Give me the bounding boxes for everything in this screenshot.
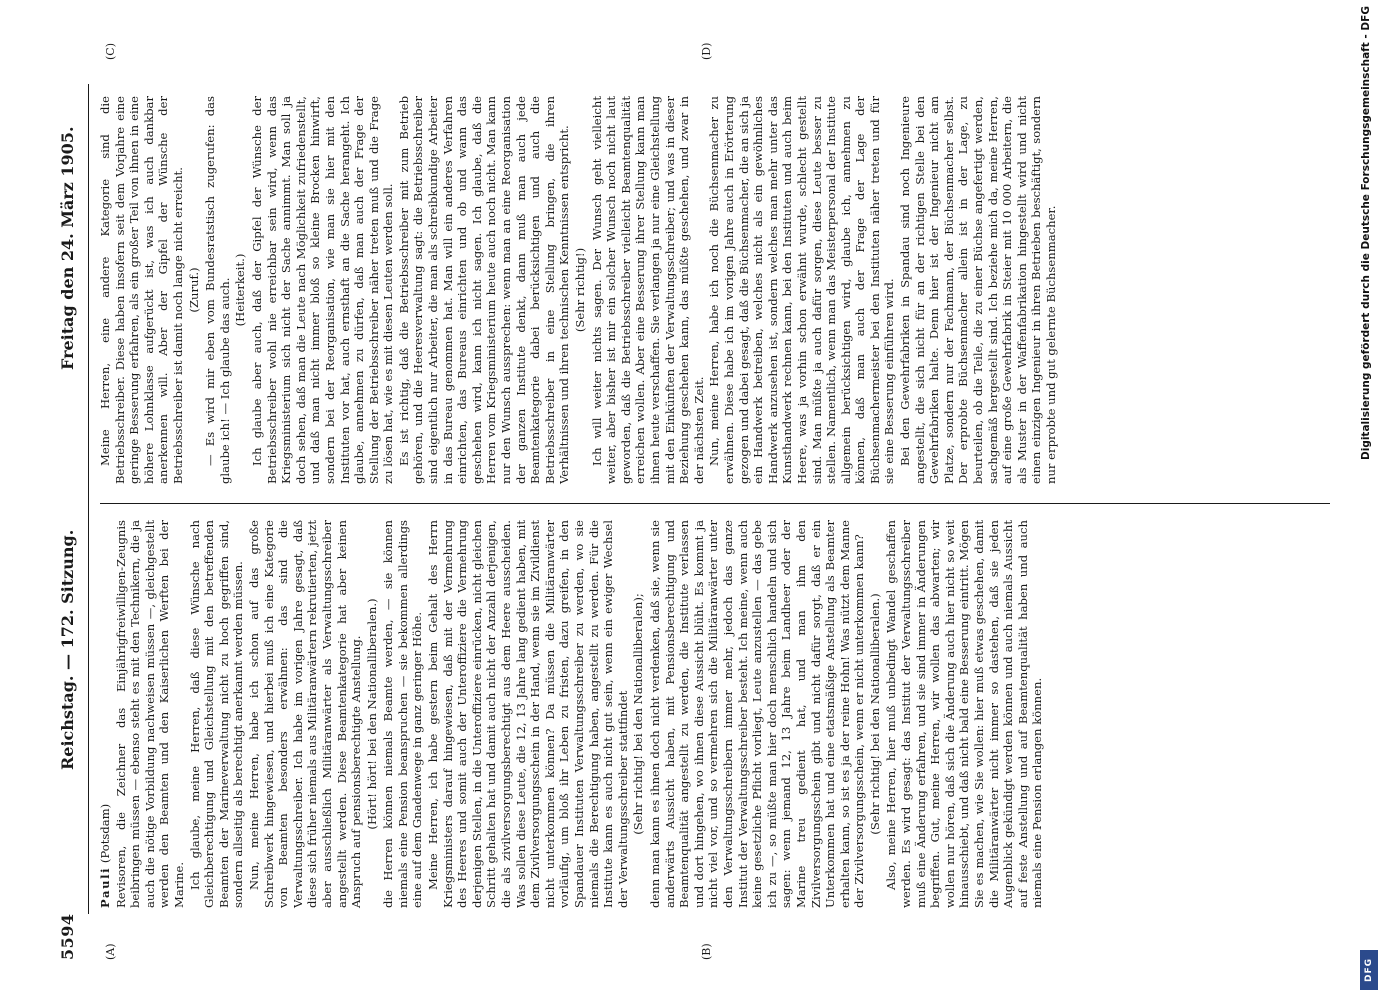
paragraph: Ich will weiter nichts sagen. Der Wunsch geht vielleicht weiter, aber bisher ist mir ein solcher Wunsch noch nicht laut geworden, daß die Betriebsschreiber vielleicht Beamtenqualität erreichen wollen. Aber eine Besserung ihrer Stellung kann man ihnen heute verschaffen. Sie verlangen ja nur eine Gleichstellung mit den Einkünften der Verwaltungsschreiber; und was in dieser Beziehung geschehen kann, das müßte geschehen, und zwar in der nächsten Zeit. bbox=[589, 96, 706, 484]
interjection: (Hört! hört! bei den Nationalliberalen.) bbox=[364, 598, 379, 830]
paragraph: Nun, meine Herren, habe ich schon auf das große Schreibwerk hingewiesen, und hierbei muß ich eine Kategorie von Beamten besonders erwähnen: das sind die Verwaltungsschreiber. Ich habe im vorigen Jahre gesagt, daß diese sich früher niemals aus Militäranwärtern rekrutierten, jetzt aber ausschließlich Militäranwärter als Verwaltungsschreiber angestellt werden. Diese Beamtenkategorie hat aber keinen Anspruch auf pensionsberechtigte Anstellung. bbox=[246, 520, 364, 908]
session-date: Freitag den 24. März 1905. bbox=[58, 126, 77, 370]
margin-marker-a: (A) bbox=[104, 943, 117, 960]
paragraph: Revisoren, die Zeichner das Einjährigfreiwilligen-Zeugnis beibringen müssen — ebenso steht es mit den Technikern, die ja auch die nötige Vorbildung nachweisen müssen —, gleichgestellt werden den Beamten und den Kaiserlichen Werften bei der Marine. bbox=[113, 520, 186, 908]
page-number: 5594 bbox=[58, 913, 77, 960]
interjection: (Sehr richtig! bei den Nationalliberalen.) bbox=[867, 593, 882, 835]
column-divider bbox=[100, 503, 1330, 504]
paragraph: Meine Herren, ich habe gestern beim Gehalt des Herrn Kriegsministers darauf hingewiesen, daß mit der Vermehrung des Heeres und somit auch der Unteroffiziere die Vermehrung derjenigen Stellen, in die Unteroffiziere einrücken, nicht gleichen Schritt gehalten hat und damit auch nicht der Anzahl derjenigen, die als zivilversorgungsberechtigt aus dem Heere ausscheiden. Was sollen diese Leute, die 12, 13 Jahre lang gedient haben, mit dem Zivilversorgungsschein in der Hand, wenn sie im Zivildienst nicht unterkommen können? Da müssen die Militäranwärter vorläufig, um bloß ihr Leben zu fristen, dazu greifen, in den Spandauer Instituten Verwaltungsschreiber zu werden, wo sie niemals die Berechtigung haben, angestellt zu werden. Für die Institute kann es auch nicht gut sein, wenn ein ewiger Wechsel der Verwaltungsschreiber stattfindet bbox=[426, 520, 630, 908]
paragraph: — Es wird mir eben vom Bundesratstisch zugerufen: das glaube ich! — Ich glaube das auch. bbox=[203, 96, 232, 484]
left-column bbox=[98, 520, 1046, 908]
paragraph: Also, meine Herren, hier muß unbedingt Wandel geschaffen werden. Es wird gesagt: das Institut der Verwaltungsschreiber muß eine Änderung erfahren, und sie sind immer in Änderungen begriffen. Gut, meine Herren, wir wollen das abwarten; wir wollen nur hören, daß sich die Änderung auch hier nicht so weit hinausschiebt, und daß nicht bald eine Besserung eintritt. Mögen Sie es machen, wie Sie wollen: hier muß etwas geschehen, damit die Militäranwärter nicht immer so dastehen, daß sie jeden Augenblick gekündigt werden können und auch niemals Aussicht auf feste Anstellung und auf Beamtenqualität haben und auch niemals eine Pension erlangen können. bbox=[884, 520, 1045, 908]
dfg-credit: Digitalisierung gefördert durch die Deutsche Forschungsgemeinschaft - DFG bbox=[1360, 6, 1372, 460]
interjection: (Sehr richtig! bei den Nationalliberalen); bbox=[631, 593, 646, 835]
margin-marker-b: (B) bbox=[700, 943, 713, 960]
interjection: (Zuruf.) bbox=[186, 267, 201, 313]
paragraph: Meine Herren, eine andere Kategorie sind die Betriebsschreiber. Diese haben insofern seit dem Vorjahre eine geringe Besserung erfahren, als ein großer Teil von ihnen in eine höhere Lohnklasse aufgerückt ist, was ich auch dankbar anerkennen will. Aber der Gipfel der Wünsche der Betriebsschreiber ist damit noch lange nicht erreicht. bbox=[98, 96, 185, 484]
interjection: (Heiterkeit.) bbox=[233, 253, 248, 327]
right-column bbox=[98, 96, 1060, 484]
page-header bbox=[58, 64, 88, 960]
digitization-sidebar bbox=[1358, 6, 1382, 994]
paragraph: denn man kann es ihnen doch nicht verdenken, daß sie, wenn sie anderwärts Aussicht haben, mit Pensionsberechtigung und Beamtenqualität angestellt zu werden, die Institute verlassen und dort hingehen, wo ihnen diese Aussicht blüht. Es kommt ja nicht viel vor, und so vermehren sich die Militäranwärter unter den Verwaltungsschreibern immer mehr, jedoch das ganze Institut der Verwaltungsschreiber besteht. Ich meine, wenn auch keine gesetzliche Pflicht vorliegt, Leute anzustellen — das gebe ich zu —, so müßte man hier doch menschlich handeln und sich sagen: wenn jemand 12, 13 Jahre beim Landheer oder der Marine treu gedient hat, und man ihm den Zivilversorgungsschein gibt und nicht dafür sorgt, daß er ein Unterkommen hat und eine etatsmäßige Anstellung als Beamter erhalten kann, so ist es ja der reine Hohn! Was nützt dem Manne der Zivilversorgungsschein, wenn er nicht unterkommen kann? bbox=[647, 520, 867, 908]
margin-marker-c: (C) bbox=[104, 43, 117, 60]
dfg-logo bbox=[1360, 950, 1378, 990]
header-rule bbox=[88, 84, 89, 914]
dfg-logo-text: DFG bbox=[1364, 957, 1374, 982]
speaker-line bbox=[98, 520, 113, 908]
paragraph: die Herren können niemals Beamte werden, — sie können niemals eine Pension beanspruchen — sie bekommen allerdings eine auf dem Gnadenwege in ganz geringer Höhe. bbox=[381, 520, 425, 908]
speaker-party: (Potsdam) bbox=[98, 803, 112, 864]
paragraph: Bei den Gewehrfabriken in Spandau sind noch Ingenieure angestellt, die sich nicht für an der richtigen Stelle bei den Gewehrfabriken halte. Denn hier ist der Ingenieur nicht am Platze, sondern nur der Fachmann, der Büchsenmacher selbst. Der erprobte Büchsenmacher allein ist in der Lage, zu beurteilen, ob die Teile, die zu einer Büchse angefertigt werden, sachgemäß hergestellt sind. Ich beziehe mich da, meine Herren, auf eine große Gewehrfabrik in Steier mit 10 000 Arbeitern, die als Muster in der Waffenfabrikation hingestellt wird und nicht einen einzigen Ingenieur in ihren Betrieben beschäftigt, sondern nur erprobte und gut gelernte Büchsenmacher. bbox=[898, 96, 1058, 484]
paragraph: Nun, meine Herren, habe ich noch die Büchsenmacher zu erwähnen. Diese habe ich im vorigen Jahre auch in Erörterung gezogen und dabei gesagt, daß die Büchsenmacher, die an sich ja ein Handwerk betreiben, welches nicht als ein gewöhnliches Handwerk anzusehen ist, sondern welches man mehr unter das Kunsthandwerk rechnen kann, bei den Instituten und auch beim Heere, was ja vorhin schon erwähnt wurde, schlecht gestellt sind. Man müßte ja auch dafür sorgen, diese Leute besser zu stellen. Namentlich, wenn man das Meisterpersonal der Institute allgemein berücksichtigen wird, glaube ich, annehmen zu können, daß man auch der Frage der Lage der Büchsenmachermeister bei den Instituten näher treten und für sie eine Besserung einführen wird. bbox=[707, 96, 897, 484]
interjection: (Sehr richtig!) bbox=[573, 247, 587, 333]
paragraph: Es ist richtig, daß die Betriebsschreiber mit zum Betrieb gehören, und die Heeresverwaltung sagt: die Betriebsschreiber sind eigentlich nur Arbeiter, die man als schreibkundige Arbeiter in das Bureau genommen hat. Man will ein anderes Verfahren einrichten, das Bureaus einrichten und ob und wann das geschehen wird, kann ich nicht sagen. Ich glaube, daß die Herren vom Kriegsministerium heute auch noch nicht. Man kann nur den Wunsch aussprechen: wenn man an eine Reorganisation der ganzen Institute denkt, dann muß man auch jede Beamtenkategorie dabei berücksichtigen und auch die Betriebsschreiber in eine Stellung bringen, die ihren Verhältnissen und ihren technischen Kenntnissen entspricht. bbox=[396, 96, 572, 484]
paragraph: Ich glaube, meine Herren, daß diese Wünsche nach Gleichberechtigung und Gleichstellung mit den betreffenden Beamten der Marineverwaltung nicht zu hoch gegriffen sind, sondern allseitig als berechtigt anerkannt werden müssen. bbox=[187, 520, 246, 908]
paragraph: Ich glaube aber auch, daß der Gipfel der Wünsche der Betriebsschreiber wohl nie erreichbar sein wird, wenn das Kriegsministerium sich nicht der Sache annimmt. Man soll ja doch sehen, daß man die Leute nach Möglichkeit zufriedenstellt, und daß man nicht immer bloß so kleine Brocken hinwirft, sondern bei der Reorganisation, wie man sie hier mit den Instituten vor hat, auch ernsthaft an die Sache herangeht. Ich glaube, annehmen zu dürfen, daß man auch der Frage der Stellung der Betriebsschreiber näher treten muß und die Frage zu lösen hat, wie es mit diesen Leuten werden soll. bbox=[249, 96, 396, 484]
margin-marker-d: (D) bbox=[700, 42, 713, 60]
session-title: Reichstag. — 172. Sitzung. bbox=[58, 529, 77, 770]
speaker-name: Pauli bbox=[98, 866, 112, 908]
